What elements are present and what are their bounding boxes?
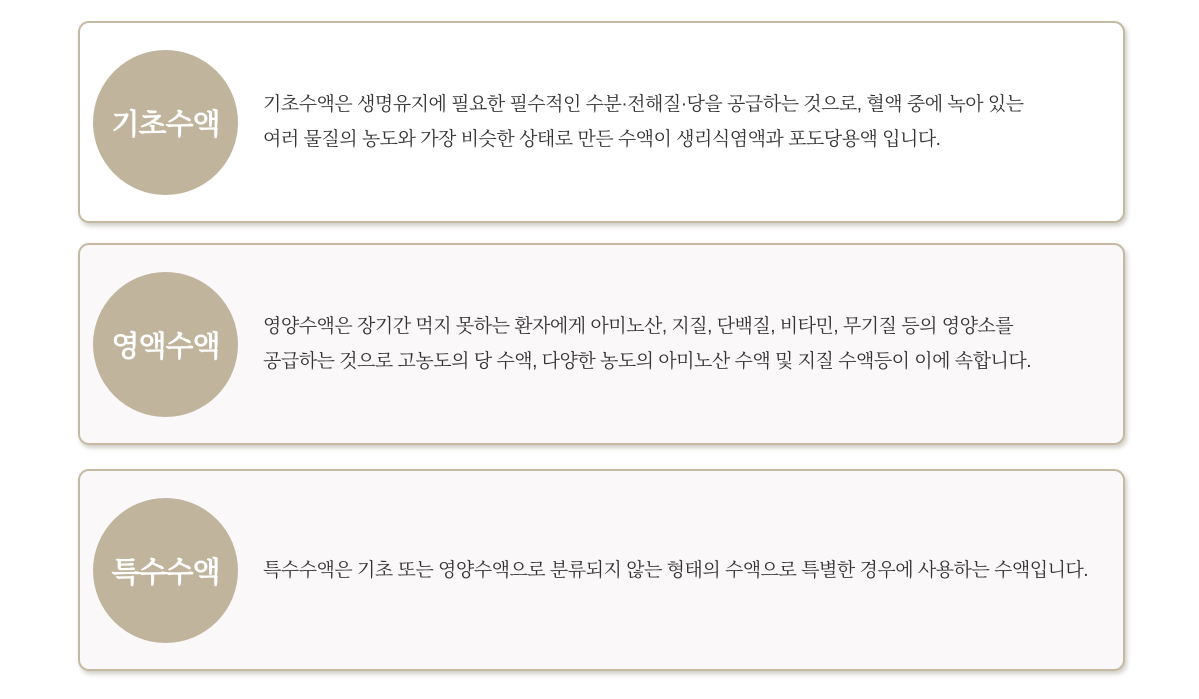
special-fluid-description	[263, 553, 1088, 588]
card-special-fluid	[78, 469, 1125, 671]
nutrition-fluid-description	[263, 309, 1031, 379]
description-line: 영양수액은 장기간 먹지 못하는 환자에게 아미노산, 지질, 단백질, 비타민, 무기질 등의 영양소를	[263, 316, 1014, 337]
card-basic-fluid	[78, 21, 1125, 223]
description-line: 여러 물질의 농도와 가장 비슷한 상태로 만든 수액이 생리식염액과 포도당용액 입니다.	[263, 129, 941, 150]
special-fluid-badge: 특수수액	[93, 498, 238, 643]
fluid-type-card-list	[78, 21, 1125, 671]
description-line: 기초수액은 생명유지에 필요한 필수적인 수분·전해질·당을 공급하는 것으로, 혈액 중에 녹아 있는	[263, 94, 1024, 115]
description-line: 특수수액은 기초 또는 영양수액으로 분류되지 않는 형태의 수액으로 특별한 경우에 사용하는 수액입니다.	[263, 559, 1089, 581]
basic-fluid-description	[263, 87, 1024, 157]
description-line: 공급하는 것으로 고농도의 당 수액, 다양한 농도의 아미노산 수액 및 지질 수액등이 이에 속합니다.	[263, 351, 1031, 372]
card-nutrition-fluid	[78, 243, 1125, 445]
nutrition-fluid-badge: 영액수액	[93, 272, 238, 417]
basic-fluid-badge: 기초수액	[93, 50, 238, 195]
